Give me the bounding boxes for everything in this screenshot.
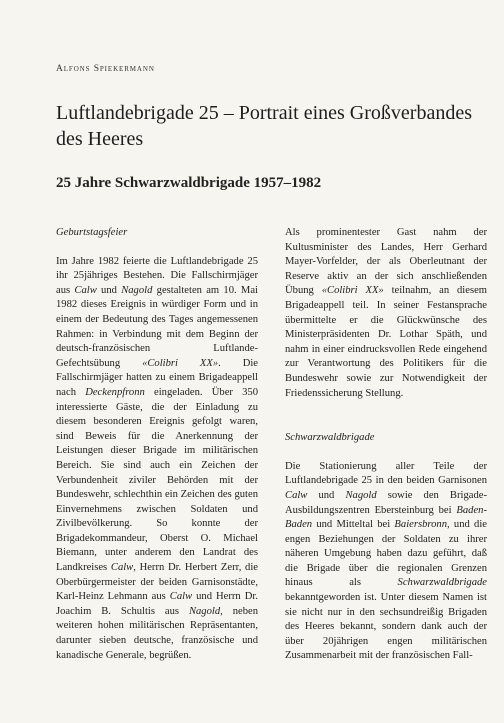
text-column-right xyxy=(285,226,487,664)
text-column-left xyxy=(56,226,258,663)
section-heading-geburtstagsfeier: Geburtstagsfeier xyxy=(56,227,128,238)
paragraph-right-2: Die Stationierung aller Teile der Luftlandebrigade 25 in den beiden Garnisonen Calw und Nagold sowie den Brigade-Ausbildungszentren Ebersteinburg bei Baden-Baden und Mitteltal bei Baiersbronn, und die engen Beziehungen der Soldaten zu ihrer näheren Umgebung haben dazu geführt, daß die Brigade über die regionalen Grenzen hinaus als Schwarzwaldbrigade bekanntgeworden ist. Unter diesem Namen ist sie nicht nur in den sechsundreißig Brigaden des Heeres bekannt, sondern dank auch der über 20jährigen engen militärischen Zusammenarbeit mit der französischen Fall- xyxy=(285,460,487,662)
section-heading-schwarzwaldbrigade: Schwarzwaldbrigade xyxy=(285,432,375,444)
paragraph-right-1: Als prominentester Gast nahm der Kultusminister des Landes, Herr Gerhard Mayer-Vorfelder, der als Oberleutnant der Reserve aktiv an der sich anschließenden Übung «Colibri XX» teilnahm, an diesem Brigadeappell teil. In seiner Festansprache übermittelte er die Glückwünsche des Ministerpräsidenten Dr. Lothar Späth, und nahm in einer eindrucksvollen Rede eingehend zur Verantwortung des Politikers für die Bundeswehr sowie zur Notwendigkeit der Friedenssicherung Stellung. xyxy=(285,227,488,399)
article-subtitle: 25 Jahre Schwarzwaldbrigade 1957–1982 xyxy=(56,175,322,191)
author-name: Alfons Spiekermann xyxy=(56,64,155,74)
article-title: Luftlandebrigade 25 – Portrait eines Großverbandes des Heeres xyxy=(56,102,472,150)
paragraph-left-1: Im Jahre 1982 feierte die Luftlandebrigade 25 ihr 25jähriges Bestehen. Die Fallschirmjäger aus Calw und Nagold gestalteten am 10. Mai 1982 dieses Ereignis in würdiger Form und in einem der Bedeutung des Tages angemessenen Rahmen: in Verbindung mit dem Beginn der deutsch-französischen Luftlande-Gefechtsübung «Colibri XX». Die Fallschirmjäger hatten zu einem Brigadeappell nach Deckenpfronn eingeladen. Über 350 interessierte Gäste, die der Einladung zu diesem besonderen Ereignis gefolgt waren, sind Beweis für die Anerkennung der Leistungen dieser Brigade im militärischen Bereich. Sie sind auch ein Zeichen der Verbundenheit ziviler Behörden mit der Bundeswehr, schlechthin ein Zeichen des guten Einvernehmens zwischen Soldaten und Zivilbevölkerung. So konnte der Brigadekommandeur, Oberst O. Michael Biemann, unter anderem den Landrat des Landkreises Calw, Herrn Dr. Herbert Zerr, die Oberbürgermeister der beiden Garnisonstädte, Karl-Heinz Lehmann aus Calw und Herrn Dr. Joachim B. Schultis aus Nagold, neben weiteren hohen militärischen Repräsentanten, darunter sieben deutsche, französische und kanadische Generale, begrüßen. xyxy=(56,255,259,661)
